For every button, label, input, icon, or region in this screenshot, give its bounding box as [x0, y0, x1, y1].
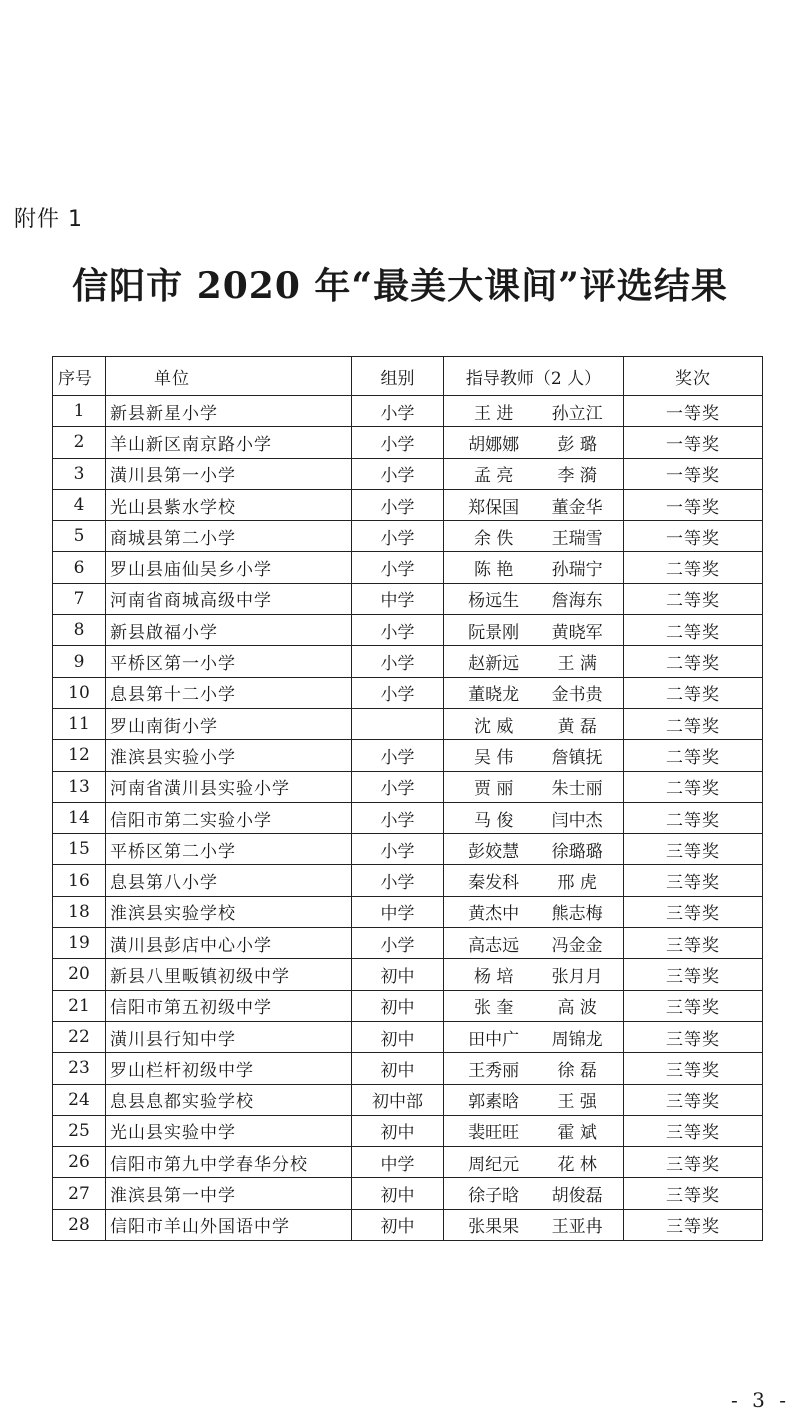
table-row: [53, 928, 763, 959]
teacher-2: 董金华: [551, 497, 603, 518]
teacher-1: 黄杰中: [468, 904, 520, 925]
table-row: [53, 708, 763, 739]
teacher-2: 周锦龙: [551, 1029, 603, 1050]
teacher-1: 张果果: [468, 1217, 520, 1238]
row-award: 一等奖: [624, 427, 763, 458]
table-row: [53, 646, 763, 677]
row-unit: 新县八里畈镇初级中学: [106, 959, 352, 990]
row-unit: 罗山栏杆初级中学: [106, 1053, 352, 1084]
teacher-2: 熊志梅: [551, 904, 603, 925]
teacher-2: 王瑞雪: [551, 528, 603, 549]
row-group: 小学: [352, 928, 444, 959]
row-group: 小学: [352, 615, 444, 646]
teacher-2: 王亚冉: [551, 1217, 603, 1238]
row-unit: 河南省潢川县实验小学: [106, 771, 352, 802]
row-group: 初中: [352, 1115, 444, 1146]
row-group: 小学: [352, 552, 444, 583]
teacher-2: 闫中杰: [551, 810, 603, 831]
teacher-2: 孙立江: [551, 403, 603, 424]
row-award: 三等奖: [624, 865, 763, 896]
teacher-2: 徐 磊: [557, 1060, 597, 1081]
row-unit: 息县息都实验学校: [106, 1084, 352, 1115]
table-row: [53, 896, 763, 927]
row-teachers: [444, 802, 624, 833]
teacher-2: 詹镇抚: [551, 747, 603, 768]
row-teachers: [444, 427, 624, 458]
row-group: 小学: [352, 427, 444, 458]
row-number: 27: [53, 1178, 106, 1209]
row-number: 8: [53, 615, 106, 646]
row-group: 小学: [352, 771, 444, 802]
row-teachers: [444, 552, 624, 583]
row-teachers: [444, 583, 624, 614]
row-teachers: [444, 708, 624, 739]
row-number: 5: [53, 521, 106, 552]
teacher-2: 詹海东: [551, 591, 603, 612]
header-teachers: 指导教师（2 人）: [444, 357, 624, 396]
row-unit: 光山县紫水学校: [106, 489, 352, 520]
row-award: 二等奖: [624, 583, 763, 614]
row-number: 9: [53, 646, 106, 677]
row-unit: 淮滨县实验学校: [106, 896, 352, 927]
table-row: [53, 834, 763, 865]
row-award: 三等奖: [624, 1053, 763, 1084]
row-number: 28: [53, 1209, 106, 1240]
row-teachers: [444, 521, 624, 552]
row-teachers: [444, 1053, 624, 1084]
row-number: 15: [53, 834, 106, 865]
row-number: 11: [53, 708, 106, 739]
row-award: 三等奖: [624, 1021, 763, 1052]
row-number: 1: [53, 396, 106, 427]
teacher-1: 田中广: [468, 1029, 520, 1050]
table-row: [53, 489, 763, 520]
teacher-2: 冯金金: [551, 935, 603, 956]
teacher-1: 王秀丽: [468, 1060, 520, 1081]
table-row: [53, 990, 763, 1021]
teacher-2: 孙瑞宁: [551, 560, 603, 581]
table-row: [53, 1147, 763, 1178]
table-row: [53, 771, 763, 802]
header-award: 奖次: [624, 357, 763, 396]
teacher-1: 裴旺旺: [468, 1123, 520, 1144]
row-teachers: [444, 1209, 624, 1240]
row-number: 16: [53, 865, 106, 896]
row-unit: 河南省商城高级中学: [106, 583, 352, 614]
row-award: 二等奖: [624, 802, 763, 833]
row-unit: 信阳市第九中学春华分校: [106, 1147, 352, 1178]
table-row: [53, 396, 763, 427]
row-teachers: [444, 1147, 624, 1178]
row-teachers: [444, 865, 624, 896]
row-teachers: [444, 740, 624, 771]
row-unit: 平桥区第二小学: [106, 834, 352, 865]
teacher-2: 胡俊磊: [551, 1186, 603, 1207]
row-teachers: [444, 834, 624, 865]
row-group: 初中: [352, 1021, 444, 1052]
row-unit: 息县第十二小学: [106, 677, 352, 708]
row-number: 13: [53, 771, 106, 802]
teacher-1: 王 进: [473, 403, 514, 424]
row-group: 中学: [352, 896, 444, 927]
row-unit: 息县第八小学: [106, 865, 352, 896]
row-number: 25: [53, 1115, 106, 1146]
table-row: [53, 1115, 763, 1146]
row-teachers: [444, 990, 624, 1021]
teacher-1: 郭素晗: [468, 1092, 520, 1113]
teacher-1: 余 佚: [473, 528, 514, 549]
table-row: [53, 1053, 763, 1084]
row-unit: 信阳市第二实验小学: [106, 802, 352, 833]
table-row: [53, 427, 763, 458]
row-award: 三等奖: [624, 834, 763, 865]
row-teachers: [444, 1021, 624, 1052]
teacher-1: 徐子晗: [468, 1186, 520, 1207]
teacher-2: 高 波: [557, 998, 597, 1019]
header-group: 组别: [352, 357, 444, 396]
row-group: 初中部: [352, 1084, 444, 1115]
row-unit: 信阳市第五初级中学: [106, 990, 352, 1021]
row-teachers: [444, 928, 624, 959]
table-row: [53, 677, 763, 708]
teacher-2: 花 林: [557, 1154, 597, 1175]
row-number: 10: [53, 677, 106, 708]
teacher-1: 高志远: [468, 935, 520, 956]
teacher-1: 阮景刚: [468, 622, 520, 643]
row-number: 21: [53, 990, 106, 1021]
table-row: [53, 1178, 763, 1209]
row-award: 三等奖: [624, 896, 763, 927]
teacher-1: 胡娜娜: [468, 434, 520, 455]
row-number: 2: [53, 427, 106, 458]
row-award: 一等奖: [624, 489, 763, 520]
row-unit: 新县啟福小学: [106, 615, 352, 646]
row-group: 初中: [352, 1178, 444, 1209]
row-unit: 罗山南街小学: [106, 708, 352, 739]
row-number: 24: [53, 1084, 106, 1115]
table-row: [53, 521, 763, 552]
row-teachers: [444, 1178, 624, 1209]
row-award: 二等奖: [624, 771, 763, 802]
row-number: 4: [53, 489, 106, 520]
row-group: 初中: [352, 1209, 444, 1240]
row-award: 二等奖: [624, 740, 763, 771]
row-group: 小学: [352, 834, 444, 865]
row-award: 三等奖: [624, 959, 763, 990]
row-unit: 潢川县行知中学: [106, 1021, 352, 1052]
table-row: [53, 1084, 763, 1115]
row-group: 小学: [352, 646, 444, 677]
table-row: [53, 552, 763, 583]
document-title: 信阳市 2020 年“最美大课间”评选结果: [72, 265, 728, 307]
header-unit: 单位: [106, 357, 352, 396]
row-group: 中学: [352, 1147, 444, 1178]
teacher-1: 杨 培: [473, 966, 514, 987]
page-number: - 3 -: [731, 1388, 790, 1412]
row-number: 20: [53, 959, 106, 990]
teacher-2: 李 漪: [557, 466, 597, 487]
teacher-1: 秦发科: [468, 873, 520, 894]
row-award: 二等奖: [624, 708, 763, 739]
row-teachers: [444, 1084, 624, 1115]
row-number: 14: [53, 802, 106, 833]
teacher-2: 朱士丽: [551, 779, 603, 800]
row-award: 一等奖: [624, 521, 763, 552]
row-unit: 平桥区第一小学: [106, 646, 352, 677]
teacher-1: 沈 威: [473, 716, 514, 737]
row-award: 二等奖: [624, 615, 763, 646]
row-award: 一等奖: [624, 458, 763, 489]
row-group: 中学: [352, 583, 444, 614]
teacher-1: 董晓龙: [468, 685, 520, 706]
table-body: [53, 396, 763, 1241]
table-row: [53, 615, 763, 646]
row-teachers: [444, 1115, 624, 1146]
row-group: 小学: [352, 458, 444, 489]
row-group: 小学: [352, 865, 444, 896]
teacher-1: 赵新远: [468, 654, 520, 675]
teacher-1: 郑保国: [468, 497, 520, 518]
row-teachers: [444, 458, 624, 489]
row-unit: 罗山县庙仙吴乡小学: [106, 552, 352, 583]
teacher-2: 王 满: [557, 654, 597, 675]
table-row: [53, 458, 763, 489]
row-teachers: [444, 771, 624, 802]
row-number: 3: [53, 458, 106, 489]
row-unit: 淮滨县第一中学: [106, 1178, 352, 1209]
row-teachers: [444, 959, 624, 990]
row-unit: 羊山新区南京路小学: [106, 427, 352, 458]
row-number: 22: [53, 1021, 106, 1052]
teacher-2: 徐璐璐: [551, 841, 603, 862]
row-group: [352, 708, 444, 739]
table-row: [53, 865, 763, 896]
row-number: 18: [53, 896, 106, 927]
row-award: 二等奖: [624, 646, 763, 677]
teacher-2: 黄晓军: [551, 622, 603, 643]
row-teachers: [444, 615, 624, 646]
teacher-1: 贾 丽: [473, 779, 514, 800]
row-award: 二等奖: [624, 677, 763, 708]
row-number: 23: [53, 1053, 106, 1084]
teacher-2: 金书贵: [551, 685, 603, 706]
row-award: 三等奖: [624, 1115, 763, 1146]
row-unit: 新县新星小学: [106, 396, 352, 427]
row-teachers: [444, 677, 624, 708]
table-row: [53, 802, 763, 833]
row-number: 19: [53, 928, 106, 959]
row-award: 三等奖: [624, 1084, 763, 1115]
teacher-1: 马 俊: [473, 810, 514, 831]
row-unit: 潢川县第一小学: [106, 458, 352, 489]
row-teachers: [444, 646, 624, 677]
row-teachers: [444, 489, 624, 520]
row-group: 小学: [352, 521, 444, 552]
teacher-2: 黄 磊: [557, 716, 597, 737]
row-group: 小学: [352, 489, 444, 520]
teacher-2: 王 强: [557, 1092, 597, 1113]
teacher-2: 霍 斌: [557, 1123, 597, 1144]
results-table: [52, 356, 763, 1241]
row-teachers: [444, 896, 624, 927]
row-group: 初中: [352, 1053, 444, 1084]
teacher-1: 杨远生: [468, 591, 520, 612]
header-no: 序号: [53, 357, 106, 396]
table-header-row: [53, 357, 763, 396]
attachment-label: 附件 1: [14, 207, 83, 232]
row-award: 三等奖: [624, 990, 763, 1021]
table-row: [53, 1021, 763, 1052]
teacher-1: 彭姣慧: [468, 841, 520, 862]
row-award: 三等奖: [624, 928, 763, 959]
table-row: [53, 740, 763, 771]
row-unit: 光山县实验中学: [106, 1115, 352, 1146]
row-group: 小学: [352, 740, 444, 771]
row-award: 三等奖: [624, 1209, 763, 1240]
row-award: 三等奖: [624, 1178, 763, 1209]
row-group: 小学: [352, 677, 444, 708]
row-number: 26: [53, 1147, 106, 1178]
teacher-1: 张 奎: [473, 998, 514, 1019]
teacher-2: 邢 虎: [557, 873, 597, 894]
teacher-1: 周纪元: [468, 1154, 520, 1175]
table-row: [53, 959, 763, 990]
row-group: 初中: [352, 959, 444, 990]
teacher-1: 陈 艳: [473, 560, 514, 581]
row-award: 一等奖: [624, 396, 763, 427]
row-group: 小学: [352, 802, 444, 833]
row-unit: 商城县第二小学: [106, 521, 352, 552]
row-group: 小学: [352, 396, 444, 427]
row-number: 12: [53, 740, 106, 771]
teacher-1: 孟 亮: [473, 466, 514, 487]
row-award: 二等奖: [624, 552, 763, 583]
row-teachers: [444, 396, 624, 427]
row-unit: 潢川县彭店中心小学: [106, 928, 352, 959]
row-group: 初中: [352, 990, 444, 1021]
table-row: [53, 1209, 763, 1240]
row-number: 6: [53, 552, 106, 583]
teacher-1: 吴 伟: [473, 747, 514, 768]
teacher-2: 张月月: [551, 966, 603, 987]
row-award: 三等奖: [624, 1147, 763, 1178]
row-unit: 信阳市羊山外国语中学: [106, 1209, 352, 1240]
table-row: [53, 583, 763, 614]
row-number: 7: [53, 583, 106, 614]
row-unit: 淮滨县实验小学: [106, 740, 352, 771]
teacher-2: 彭 璐: [557, 434, 597, 455]
